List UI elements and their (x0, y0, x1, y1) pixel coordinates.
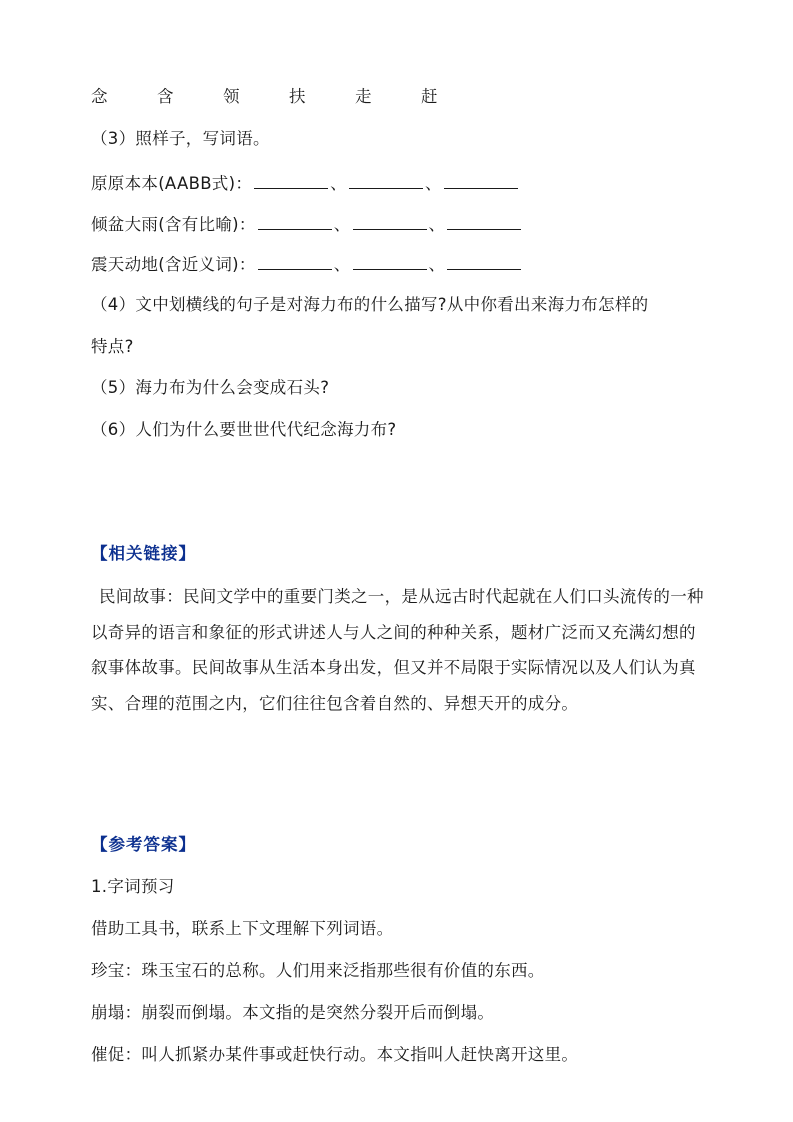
character-row (91, 86, 438, 108)
blank-2-3[interactable] (447, 213, 521, 230)
separator: 、 (428, 255, 446, 274)
answer-item: 珍宝：珠玉宝石的总称。人们用来泛指那些很有价值的东西。 (91, 961, 545, 980)
char-3: 领 (223, 87, 240, 106)
answers-heading: 【参考答案】 (91, 835, 196, 854)
answer-item: 崩塌：崩裂而倒塌。本文指的是突然分裂开后而倒塌。 (91, 1003, 495, 1022)
question-4-line-2: 特点? (91, 337, 134, 356)
answer-item: 催促：叫人抓紧办某件事或赶快行动。本文指叫人赶快离开这里。 (91, 1045, 579, 1064)
related-link-heading: 【相关链接】 (91, 544, 196, 563)
q3-row-1-label: 原原本本(AABB式)： (91, 174, 253, 193)
separator: 、 (333, 255, 351, 274)
q3-row-2-label: 倾盆大雨(含有比喻)： (91, 215, 256, 234)
question-5: （5）海力布为什么会变成石头? (91, 378, 330, 397)
blank-3-1[interactable] (258, 253, 332, 270)
question-6: （6）人们为什么要世世代代纪念海力布? (91, 420, 397, 439)
separator: 、 (330, 174, 347, 193)
blank-3-3[interactable] (447, 253, 521, 270)
blank-1-2[interactable] (349, 172, 423, 189)
blank-2-2[interactable] (353, 213, 427, 230)
blank-3-2[interactable] (353, 253, 427, 270)
char-5: 走 (355, 87, 372, 106)
q3-row-1 (91, 172, 520, 195)
blank-2-1[interactable] (258, 213, 332, 230)
question-3-title: （3）照样子，写词语。 (91, 129, 270, 148)
answers-intro: 借助工具书，联系上下文理解下列词语。 (91, 919, 394, 938)
separator: 、 (333, 215, 351, 234)
blank-1-1[interactable] (254, 172, 328, 189)
separator: 、 (424, 174, 442, 193)
separator: 、 (428, 215, 446, 234)
question-4-line-1: （4）文中划横线的句子是对海力布的什么描写?从中你看出来海力布怎样的 (91, 295, 649, 314)
related-link-text: 民间故事：民间文学中的重要门类之一，是从远古时代起就在人们口头流传的一种以奇异的语言和象征的形式讲述人与人之间的种种关系，题材广泛而又充满幻想的叙事体故事。民间故事从生活本身出发，但又并不局限于实际情况以及人们认为真实、合理的范围之内，它们往往包含着自然的、异想天开的成分。 (91, 587, 704, 713)
blank-1-3[interactable] (444, 172, 518, 189)
char-1: 念 (91, 87, 108, 106)
q3-row-3-label: 震天动地(含近义词)： (91, 255, 256, 274)
char-6: 赶 (421, 87, 438, 106)
related-link-paragraph (91, 579, 706, 721)
char-4: 扶 (289, 87, 306, 106)
answers-section-title: 1.字词预习 (91, 877, 175, 896)
char-2: 含 (157, 87, 174, 106)
q3-row-3 (91, 253, 523, 276)
q3-row-2 (91, 213, 523, 236)
